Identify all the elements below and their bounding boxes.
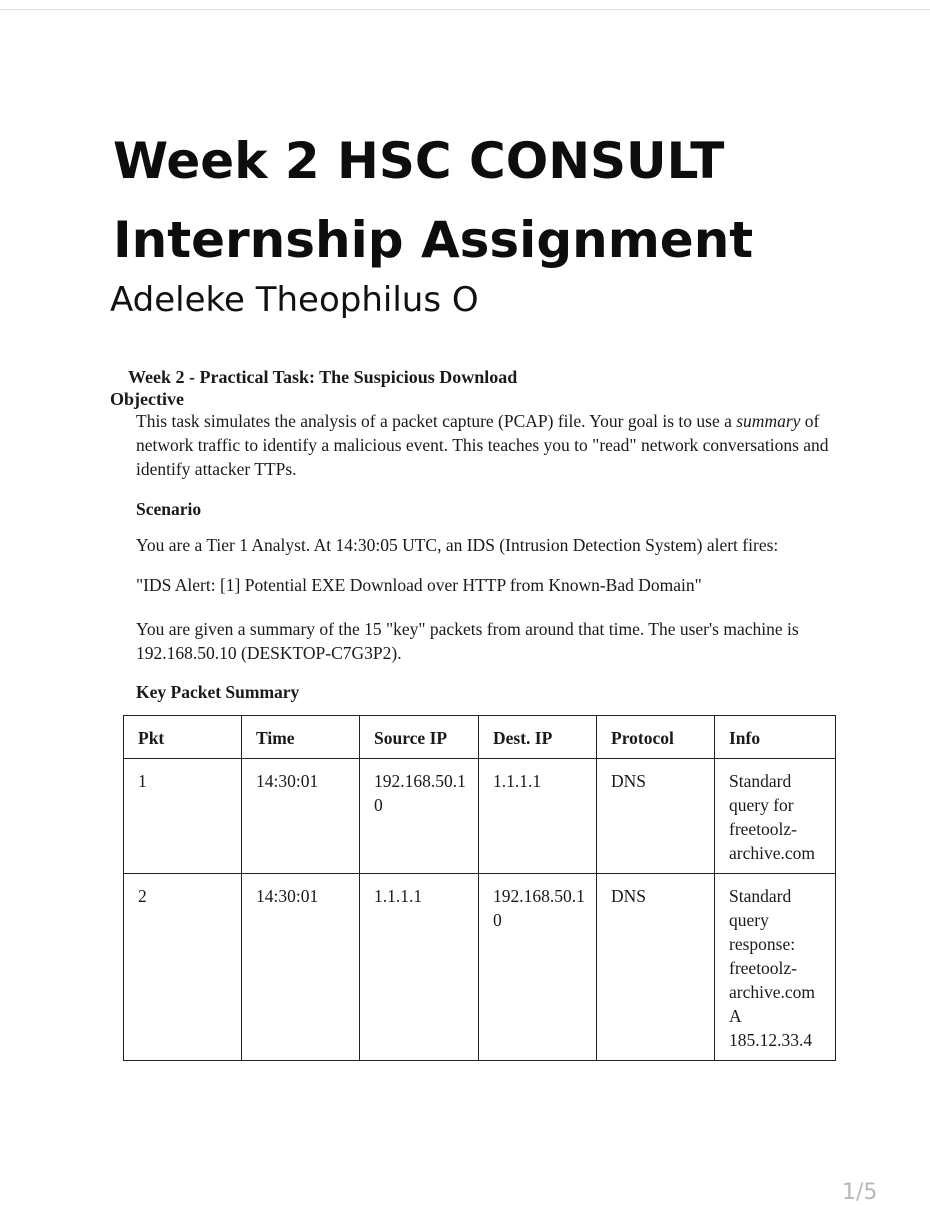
pkt-cell: 1 [124,759,242,874]
column-header: Source IP [360,716,479,759]
scenario-paragraph: You are given a summary of the 15 "key" packets from around that time. The user's machine is 192.168.50.10 (DESKTOP-C7G3P2). [136,619,799,663]
column-header: Info [715,716,836,759]
objective-heading: Objective [110,389,184,409]
info-cell: Standard query for freetoolz-archive.com [715,759,836,874]
table-row [124,759,836,874]
key-packet-summary-heading: Key Packet Summary [136,682,300,702]
packet-table [123,715,836,1061]
objective-text [136,409,836,481]
title-line-1: Week 2 HSC CONSULT [113,132,725,190]
title-line-2: Internship Assignment [113,211,754,269]
protocol-cell: DNS [597,874,715,1061]
task-title: Week 2 - Practical Task: The Suspicious Download [128,367,518,387]
time-cell: 14:30:01 [242,874,360,1061]
pkt-cell: 2 [124,874,242,1061]
ids-alert-text: "IDS Alert: [1] Potential EXE Download over HTTP from Known-Bad Domain" [136,575,702,595]
author-name: Adeleke Theophilus O [110,280,479,320]
source-ip-cell: 1.1.1.1 [360,874,479,1061]
objective-text-part: This task simulates the analysis of a packet capture (PCAP) file. Your goal is to use a [136,411,737,431]
document-title [113,122,893,280]
protocol-cell: DNS [597,759,715,874]
scenario-heading: Scenario [136,499,202,519]
column-header: Time [242,716,360,759]
table-row [124,874,836,1061]
column-header: Pkt [124,716,242,759]
scenario-paragraph: You are a Tier 1 Analyst. At 14:30:05 UTC, an IDS (Intrusion Detection System) alert fires: [136,535,779,555]
dest-ip-cell: 1.1.1.1 [479,759,597,874]
objective-text-part: of network traffic to identify a malicious event. This teaches you to "read" network conversations and identify attacker TTPs. [136,411,829,479]
source-ip-cell: 192.168.50.10 [360,759,479,874]
dest-ip-cell: 192.168.50.10 [479,874,597,1061]
time-cell: 14:30:01 [242,759,360,874]
column-header: Protocol [597,716,715,759]
top-divider [0,9,930,10]
column-header: Dest. IP [479,716,597,759]
objective-emphasis: summary [736,411,801,431]
page-indicator: 1/5 [842,1180,878,1205]
info-cell: Standard query response: freetoolz-archive.com A 185.12.33.4 [715,874,836,1061]
table-header-row [124,716,836,759]
